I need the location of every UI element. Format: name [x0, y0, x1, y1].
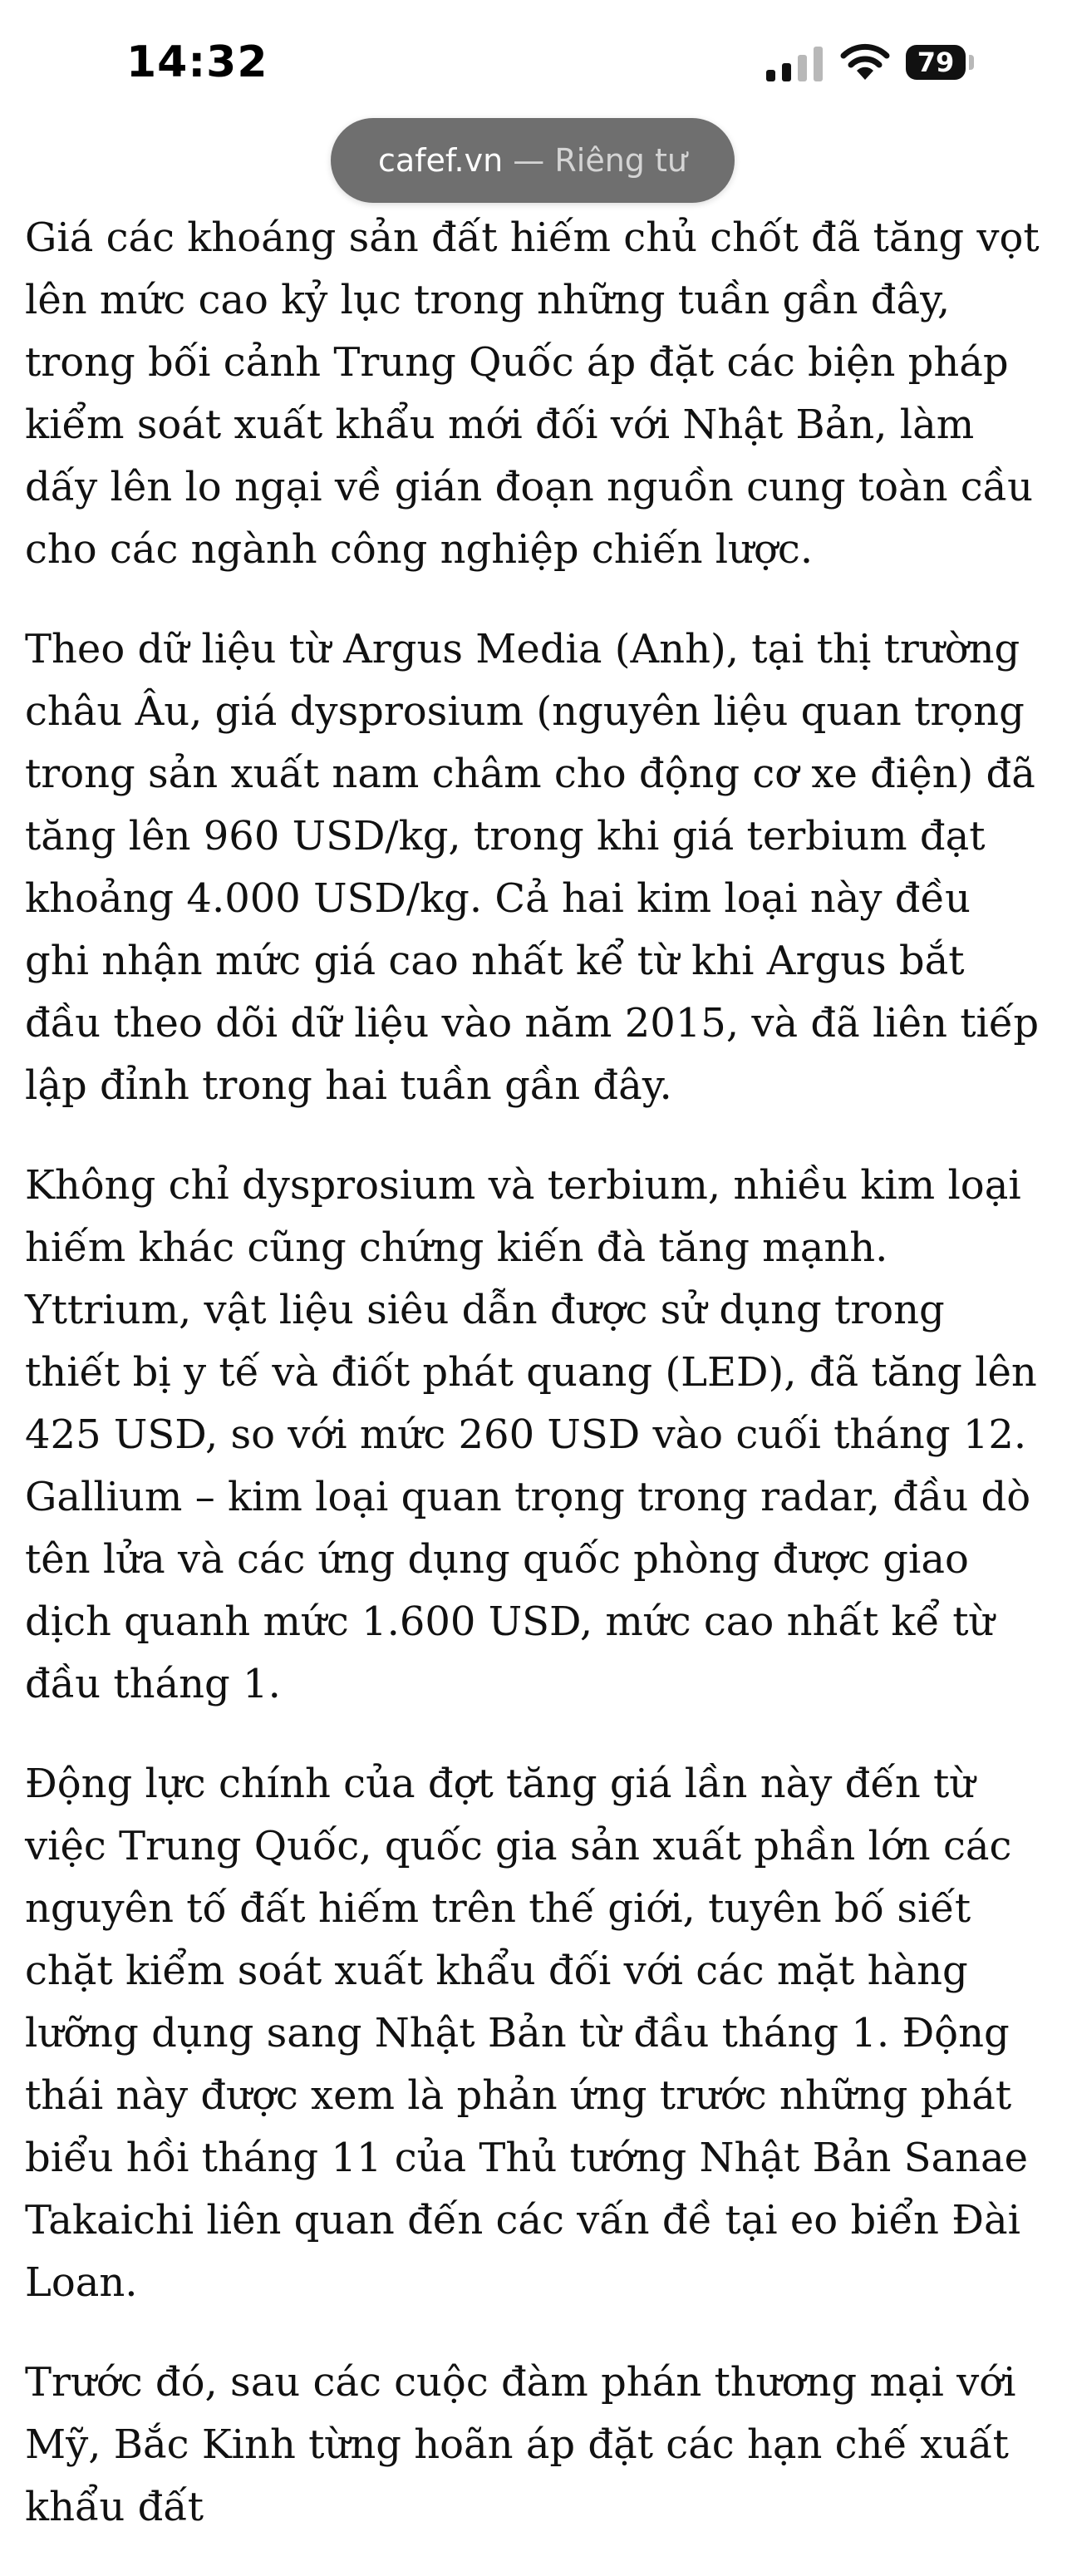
wifi-icon: [839, 42, 891, 81]
status-bar: [0, 0, 1067, 116]
article-paragraph-1: Giá các khoáng sản đất hiếm chủ chốt đã tăng vọt lên mức cao kỷ lục trong những tuần gần đây, trong bối cảnh Trung Quốc áp đặt các biện pháp kiểm soát xuất khẩu mới đối với Nhật Bản, làm dấy lên lo ngại về gián đoạn nguồn cung toàn cầu cho các ngành công nghiệp chiến lược.: [25, 214, 1040, 573]
private-mode-label: Riêng tư: [554, 142, 687, 179]
status-time: 14:32: [126, 37, 268, 87]
address-separator: —: [503, 142, 555, 179]
address-domain: cafef.vn: [378, 142, 504, 179]
battery-indicator: 79: [906, 45, 966, 80]
battery-cap: [969, 55, 974, 70]
cellular-signal-icon: [766, 47, 824, 81]
article-paragraph-5: Trước đó, sau các cuộc đàm phán thương mại với Mỹ, Bắc Kinh từng hoãn áp đặt các hạn chế xuất khẩu đất: [25, 2359, 1016, 2530]
article-paragraph-2: Theo dữ liệu từ Argus Media (Anh), tại thị trường châu Âu, giá dysprosium (nguyên liệu quan trọng trong sản xuất nam châm cho động cơ xe điện) đã tăng lên 960 USD/kg, trong khi giá terbium đạt khoảng 4.000 USD/kg. Cả hai kim loại này đều ghi nhận mức giá cao nhất kể từ khi Argus bắt đầu theo dõi dữ liệu vào năm 2015, và đã liên tiếp lập đỉnh trong hai tuần gần đây.: [25, 626, 1040, 1109]
article-paragraph-3: Không chỉ dysprosium và terbium, nhiều kim loại hiếm khác cũng chứng kiến đà tăng mạnh. Yttrium, vật liệu siêu dẫn được sử dụng trong thiết bị y tế và điốt phát quang (LED), đã tăng lên 425 USD, so với mức 260 USD vào cuối tháng 12. Gallium – kim loại quan trọng trong radar, đầu dò tên lửa và các ứng dụng quốc phòng được giao dịch quanh mức 1.600 USD, mức cao nhất kể từ đầu tháng 1.: [25, 1162, 1037, 1707]
article-paragraph-4: Động lực chính của đợt tăng giá lần này đến từ việc Trung Quốc, quốc gia sản xuất phần lớn các nguyên tố đất hiếm trên thế giới, tuyên bố siết chặt kiểm soát xuất khẩu đối với các mặt hàng lưỡng dụng sang Nhật Bản từ đầu tháng 1. Động thái này được xem là phản ứng trước những phát biểu hồi tháng 11 của Thủ tướng Nhật Bản Sanae Takaichi liên quan đến các vấn đề tại eo biển Đài Loan.: [25, 1761, 1029, 2306]
article-body: [25, 207, 1042, 2576]
address-bar[interactable]: [331, 118, 735, 203]
